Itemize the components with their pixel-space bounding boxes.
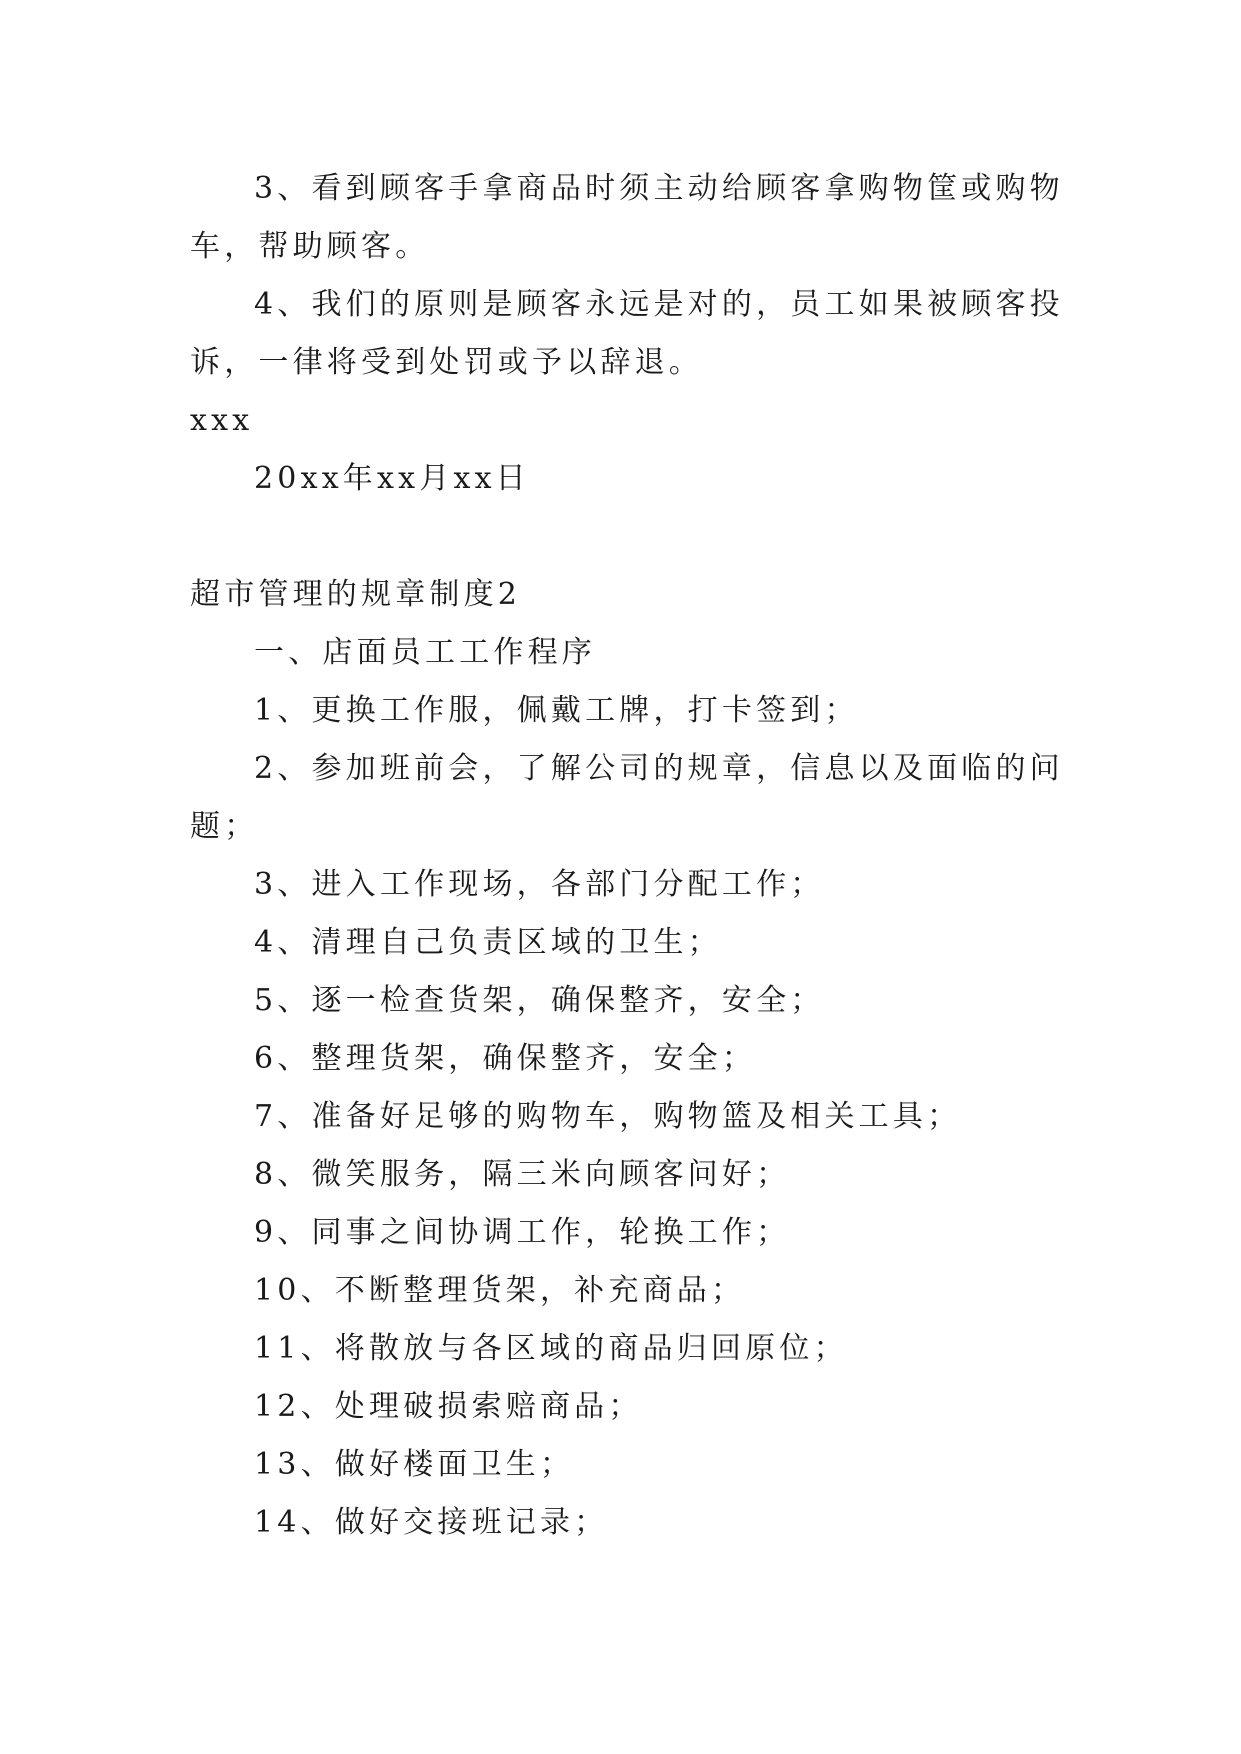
step-item-12: 12、处理破损索赔商品；	[254, 1389, 643, 1424]
step-item-11: 11、将散放与各区域的商品归回原位；	[254, 1331, 848, 1366]
step-item-7: 7、准备好足够的购物车，购物篮及相关工具；	[254, 1099, 962, 1134]
step-item-9: 9、同事之间协调工作，轮换工作；	[254, 1215, 791, 1250]
step-item-4: 4、清理自己负责区域的卫生；	[254, 925, 722, 960]
date-line: 20xx年xx月xx日	[254, 461, 530, 496]
paragraph-item-4: 4、我们的原则是顾客永远是对的，员工如果被顾客投诉，一律将受到处罚或予以辞退。	[190, 287, 1064, 380]
step-item-13: 13、做好楼面卫生；	[254, 1447, 575, 1482]
step-item-1: 1、更换工作服，佩戴工牌，打卡签到；	[254, 693, 859, 728]
document-body	[190, 160, 1070, 1552]
step-item-3: 3、进入工作现场，各部门分配工作；	[254, 867, 825, 902]
step-item-8: 8、微笑服务，隔三米向顾客问好；	[254, 1157, 791, 1192]
section-subtitle: 一、店面员工工作程序	[254, 635, 596, 670]
signature: xxx	[190, 403, 254, 438]
step-item-10: 10、不断整理货架，补充商品；	[254, 1273, 746, 1308]
step-item-6: 6、整理货架，确保整齐，安全；	[254, 1041, 757, 1076]
step-item-2: 2、参加班前会，了解公司的规章，信息以及面临的问题；	[190, 751, 1064, 844]
paragraph-item-3: 3、看到顾客手拿商品时须主动给顾客拿购物筐或购物车，帮助顾客。	[190, 171, 1064, 264]
step-item-5: 5、逐一检查货架，确保整齐，安全；	[254, 983, 825, 1018]
step-item-14: 14、做好交接班记录；	[254, 1505, 609, 1540]
section-title: 超市管理的规章制度2	[190, 577, 522, 612]
section-gap	[190, 508, 1070, 566]
